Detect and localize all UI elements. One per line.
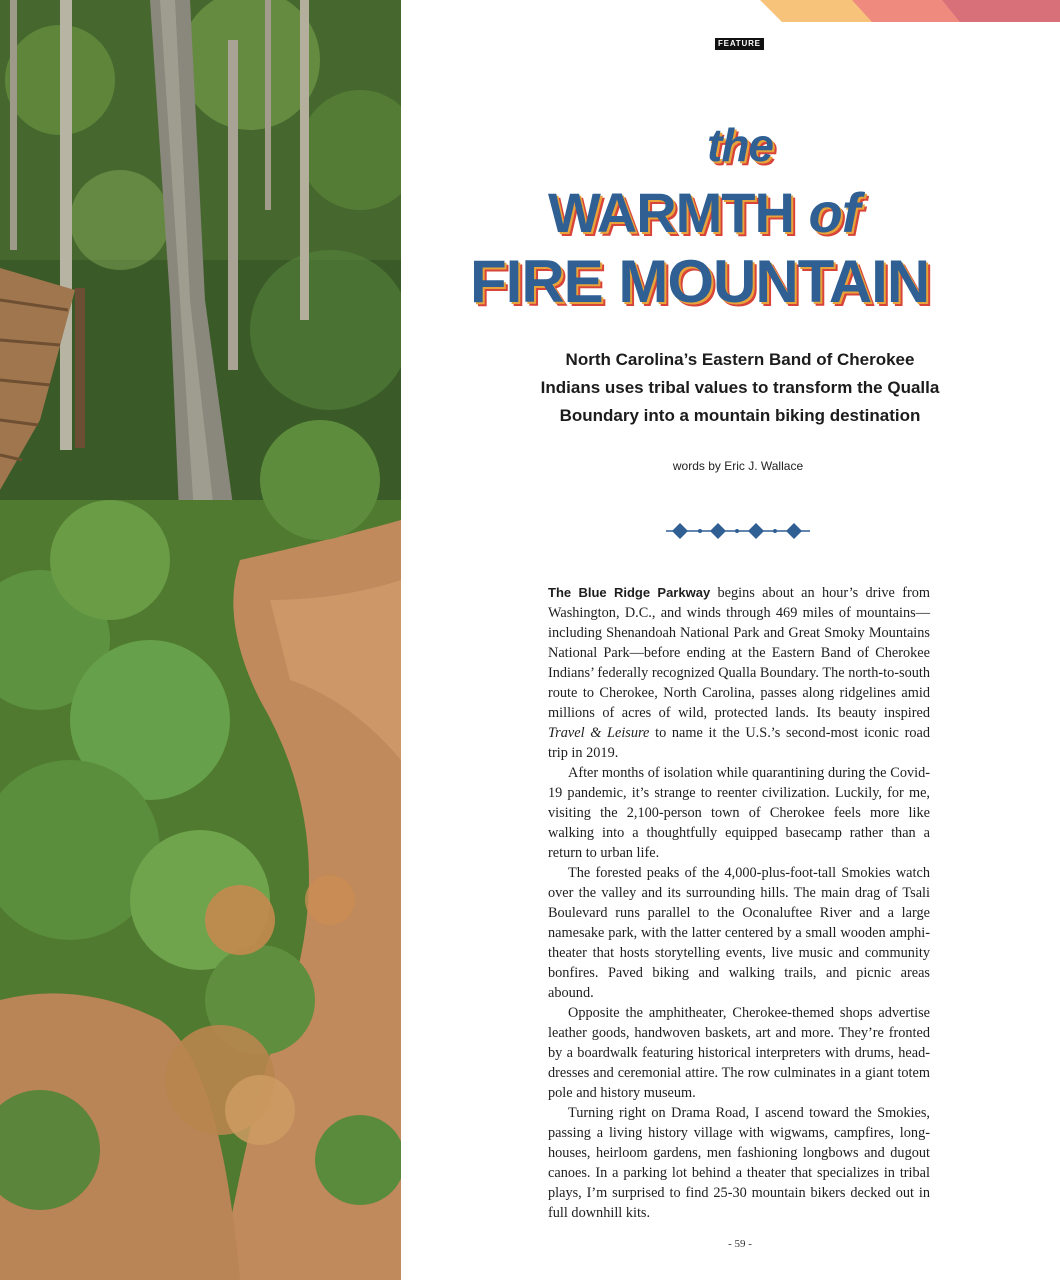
body-paragraph: Opposite the amphitheater, Cherokee-themed shops advertise leather goods, handwoven baskets, art and more. They’re fronted by a boardwalk featuring historical interpreters with drums, headdresses and ceremonial attire. The row culminates in a giant totem pole and history museum. — [548, 1005, 930, 1101]
decorative-stripes — [760, 0, 1060, 22]
body-paragraph: The Blue Ridge Parkway begins about an hour’s drive from Washington, D.C., and winds through 469 miles of mountains—including Shenandoah National Park and Great Smoky Mountains National Park—before ending at the Eastern Band of Cherokee Indians’ federally recognized Qualla Boundary. The north-to-south route to Cherokee, North Carolina, passes along ridgelines amid millions of acres of wild, protected lands. Its beauty inspired Travel & Leisure to name it the U.S.’s second-most iconic road trip in 2019. — [548, 585, 930, 761]
body-paragraph: The forested peaks of the 4,000-plus-foot-tall Smokies watch over the valley and its surrounding hills. The main drag of Tsali Boulevard runs parallel to the Oconaluftee River and a large namesake park, with the latter centered by a small wooden amphitheater that hosts storytelling events, live music and community bonfires. Paved biking and walking trails, and picnic areas abound. — [548, 865, 930, 1001]
article-body — [548, 583, 930, 1223]
title-word-the: the — [707, 119, 773, 171]
body-paragraph: After months of isolation while quarantining during the Covid-19 pandemic, it’s strange to reenter civilization. Luckily, for me, visiting the 2,100-person town of Cherokee feels more like walking into a thoughtfully equipped basecamp rather than a return to urban life. — [548, 765, 930, 861]
author-byline: words by Eric J. Wallace — [672, 459, 804, 473]
page-number: - 59 - — [728, 1238, 752, 1250]
lead-in: The Blue Ridge Parkway — [548, 585, 711, 600]
article-subtitle — [510, 346, 970, 430]
subtitle-line: North Carolina’s Eastern Band of Cherokee — [565, 350, 915, 369]
forest-illustration — [0, 0, 401, 1280]
stripe-rose — [942, 0, 1060, 22]
diamond-divider — [666, 520, 810, 542]
title-word-warmth: WARMTH — [548, 181, 794, 244]
body-paragraph: Turning right on Drama Road, I ascend toward the Smokies, passing a living history village with wigwams, campfires, longhouses, heirloom gardens, men fashioning longbows and dugout canoes. In a parking lot behind a theater that specializes in tribal plays, I’m surprised to find 25-30 mountain bikers decked out in full downhill kits. — [548, 1105, 930, 1221]
section-tag: FEATURE — [715, 38, 764, 50]
title-word-of: of — [808, 181, 860, 244]
title-line-fire-mountain: FIRE MOUNTAIN — [470, 248, 930, 315]
subtitle-line: Indians uses tribal values to transform the Qualla — [540, 378, 940, 397]
publication-title: Travel & Leisure — [548, 725, 650, 741]
subtitle-line: Boundary into a mountain biking destination — [559, 406, 921, 425]
title-line-warmth-of — [548, 180, 968, 245]
forest-trail-photo — [0, 0, 401, 1280]
